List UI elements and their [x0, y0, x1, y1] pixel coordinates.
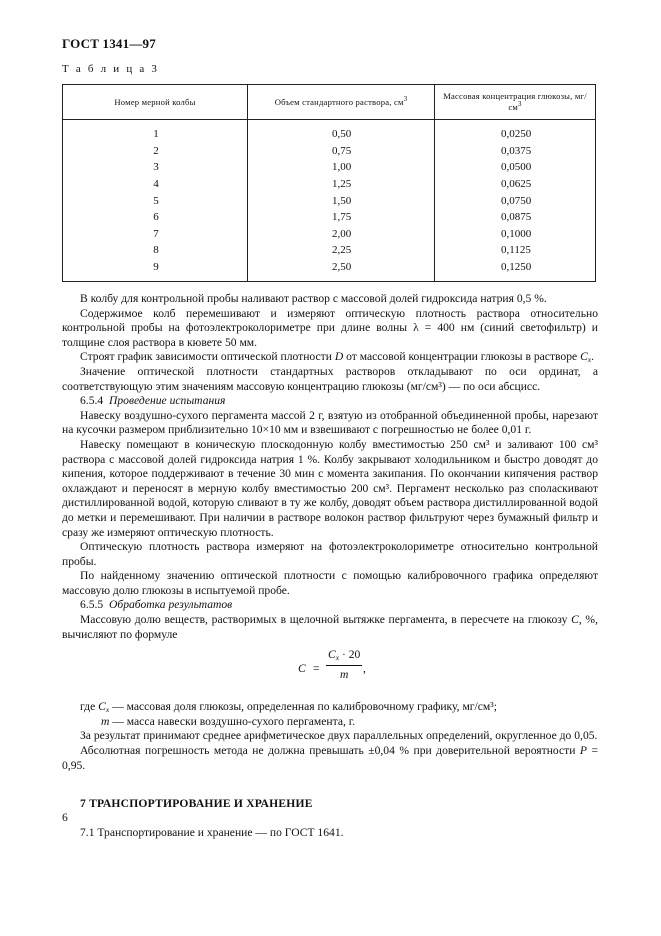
table-cell: 0,75	[248, 143, 435, 160]
table-cell: 0,1000	[435, 226, 596, 243]
table-3	[62, 84, 596, 282]
section-heading: 7 ТРАНСПОРТИРОВАНИЕ И ХРАНЕНИЕ	[80, 797, 313, 811]
table-cell: 0,0375	[435, 143, 596, 160]
col-header-volume: Объем стандартного раствора, $см^3$	[248, 85, 435, 120]
formula-numerator: $C_x \cdot 20$	[328, 648, 361, 663]
table-cell: 0,0750	[435, 192, 596, 209]
table-cell: 1,75	[248, 209, 435, 226]
table-cell: 6	[63, 209, 248, 226]
table-row	[63, 209, 596, 226]
paragraph: За результат принимают среднее арифметическое двух параллельных определений, округленное до 0,05.	[80, 729, 598, 743]
table-cell: 0,1250	[435, 259, 596, 282]
paragraph: В колбу для контрольной пробы наливают раствор с массовой долей гидроксида натрия 0,5 %.	[80, 292, 547, 305]
table-cell: 1	[63, 120, 248, 143]
table-cell: 7	[63, 226, 248, 243]
table-cell: 0,0625	[435, 176, 596, 193]
paragraph: Строят график зависимости оптической плотности D от массовой концентрации глюкозы в растворе $C_x$.	[80, 350, 595, 365]
table-row	[63, 192, 596, 209]
paragraph: Абсолютная погрешность метода не должна превышать ±0,04 % при доверительной вероятности P = 0,95.	[62, 744, 598, 772]
formula: C = $C_x \cdot 20$ m ,	[298, 648, 366, 682]
where-clause: где $C_x$ — массовая доля глюкозы, определенная по калибровочному графику, мг/см³;	[80, 700, 497, 715]
table-row	[63, 159, 596, 176]
table-cell: 0,1125	[435, 242, 596, 259]
table-cell: 2,00	[248, 226, 435, 243]
paragraph: Навеску воздушно-сухого пергамента массой 2 г, взятую из отобранной объединенной пробы, нарезают на кусочки размером приблизительно 10×10 мм и взвешивают с погрешностью не более 0,01 г.	[62, 408, 598, 437]
paragraph: По найденному значению оптической плотности с помощью калибровочного графика определяют массовую долю глюкозы в испытуемой пробе.	[62, 569, 598, 597]
fraction-bar	[326, 665, 362, 666]
table-cell: 2,25	[248, 242, 435, 259]
col-header-flask: Номер мерной колбы	[63, 85, 248, 120]
table-cell: 0,0500	[435, 159, 596, 176]
table-row	[63, 120, 596, 143]
table-cell: 1,50	[248, 192, 435, 209]
paragraph: Массовую долю веществ, растворимых в щелочной вытяжке пергамента, в пересчете на глюкозу С, %, вычисляют по формуле	[62, 613, 598, 641]
table-row	[63, 259, 596, 282]
table-cell: 1,00	[248, 159, 435, 176]
table-row	[63, 143, 596, 160]
subsection-heading: 6.5.4 Проведение испытания	[80, 394, 226, 408]
paragraph: Значение оптической плотности стандартных растворов откладывают по оси ординат, а соответствующую этим значениям массовую концентрацию глюкозы (мг/см³) — по оси абсцисс.	[62, 364, 598, 393]
formula-denominator: m	[340, 668, 349, 682]
paragraph: 7.1 Транспортирование и хранение — по ГОСТ 1641.	[80, 825, 344, 839]
table-cell: 8	[63, 242, 248, 259]
table-cell: 5	[63, 192, 248, 209]
col-header-concentration: Массовая концентрация глюкозы, $мг/см^3$	[435, 85, 596, 120]
main-text	[62, 292, 598, 840]
table-cell: 3	[63, 159, 248, 176]
table-cell: 1,25	[248, 176, 435, 193]
table-cell: 2,50	[248, 259, 435, 282]
table-caption: Т а б л и ц а 3	[62, 63, 160, 75]
table-cell: 0,50	[248, 120, 435, 143]
page-number: 6	[62, 811, 68, 824]
table-row	[63, 176, 596, 193]
table-header-row	[63, 85, 596, 120]
paragraph: Навеску помещают в коническую плоскодонную колбу вместимостью 250 см³ и заливают 100 см³ раствора с массовой долей гидроксида натрия 1 %. Колбу закрывают холодильником и быстро доводят до кипения, которое поддерживают в течение 30 мин с момента закипания. По окончании кипячения раствор охлаждают и переносят в мерную колбу вместимостью 200 см³. Пергамент несколько раз споласкивают дистиллированной водой, которую сливают в ту же колбу, доводят объем раствора дистиллированной водой до метки и перемешивают. При наличии в растворе волокон раствор фильтруют через бумажный фильтр и сразу же измеряют оптическую плотность.	[62, 437, 598, 539]
table-cell: 0,0875	[435, 209, 596, 226]
table-row	[63, 226, 596, 243]
document-header: ГОСТ 1341—97	[62, 36, 156, 51]
paragraph: Содержимое колб перемешивают и измеряют оптическую плотность раствора относительно контрольной пробы на фотоэлектроколориметре при длине волны λ = 400 нм (синий светофильтр) и толщине слоя раствора в кювете 50 мм.	[62, 306, 598, 349]
table-cell: 4	[63, 176, 248, 193]
table-cell: 2	[63, 143, 248, 160]
paragraph: Оптическую плотность раствора измеряют на фотоэлектроколориметре относительно контрольной пробы.	[62, 540, 598, 568]
table-row	[63, 242, 596, 259]
subsection-heading: 6.5.5 Обработка результатов	[80, 598, 233, 612]
table-cell: 9	[63, 259, 248, 282]
table-cell: 0,0250	[435, 120, 596, 143]
where-clause: m — масса навески воздушно-сухого пергамента, г.	[101, 714, 356, 728]
